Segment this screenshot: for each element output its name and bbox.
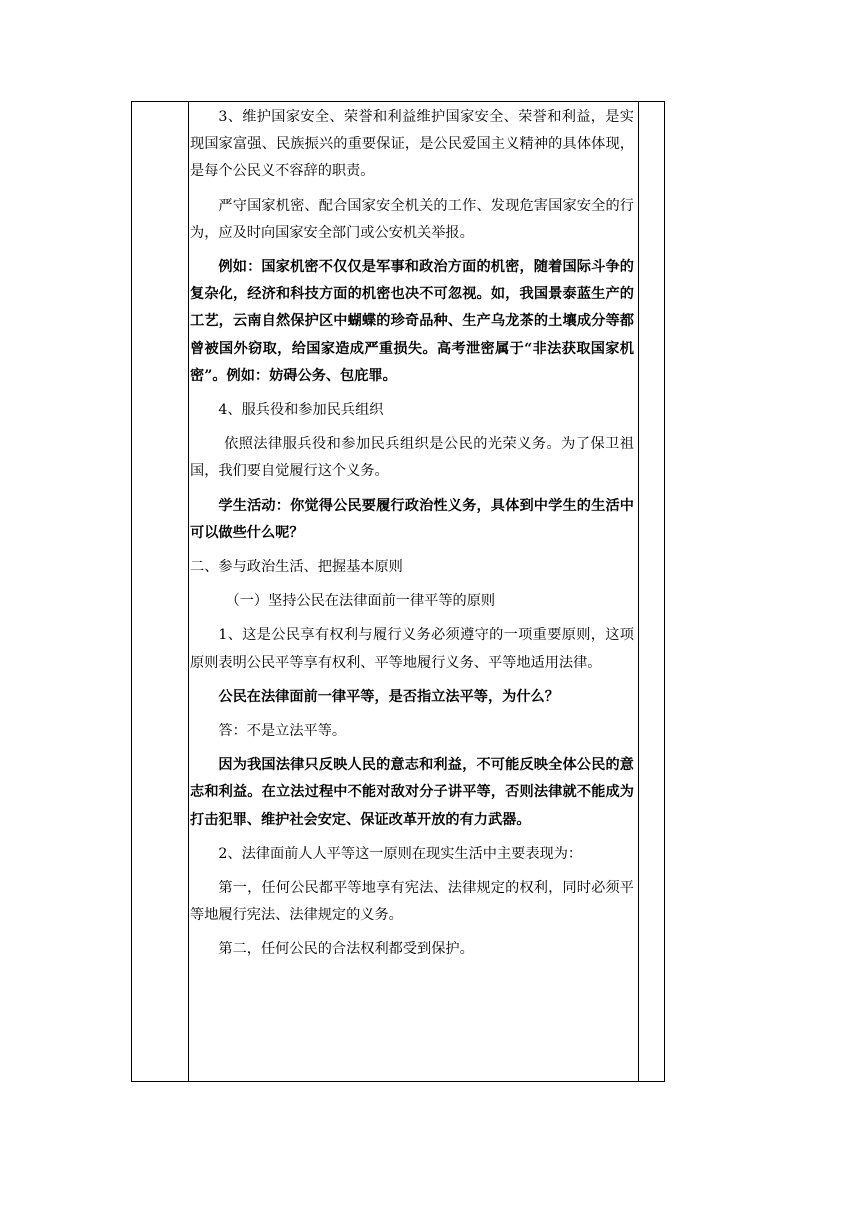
- table-column-divider-right: [638, 102, 639, 1081]
- paragraph-military-duty: 依照法律服兵役和参加民兵组织是公民的光荣义务。为了保卫祖国，我们要自觉履行这个义务。: [190, 436, 634, 480]
- lesson-content-cell: [190, 104, 634, 971]
- section-heading-principles: 二、参与政治生活、把握基本原则: [190, 559, 403, 576]
- paragraph-secret-examples: 例如：国家机密不仅仅是军事和政治方面的机密，随着国际斗争的复杂化，经济和科技方面的机密也决不可忽视。如，我国景泰蓝生产的工艺，云南自然保护区中蝴蝶的珍奇品种、生产乌龙茶的土壤成分等都曾被国外窃取，给国家造成严重损失。高考泄密属于“非法获取国家机密”。例如：妨碍公务、包庇罪。: [190, 259, 634, 384]
- answer-explanation: 因为我国法律只反映人民的意志和利益，不可能反映全体公民的意志和利益。在立法过程中不能对敌对分子讲平等，否则法律就不能成为打击犯罪、维护社会安定、保证改革开放的有力武器。: [190, 757, 634, 828]
- paragraph-point-one: 第一，任何公民都平等地享有宪法、法律规定的权利，同时必须平等地履行宪法、法律规定的义务。: [190, 880, 634, 924]
- answer-short: 答：不是立法平等。: [218, 723, 347, 740]
- paragraph-keep-secrets: 严守国家机密、配合国家安全机关的工作、发现危害国家安全的行为，应及时向国家安全部门或公安机关举报。: [190, 197, 634, 241]
- table-column-divider-left: [188, 102, 189, 1081]
- paragraph-student-activity: 学生活动：你觉得公民要履行政治性义务，具体到中学生的生活中可以做些什么呢？: [190, 497, 634, 541]
- paragraph-point-two: 第二，任何公民的合法权利都受到保护。: [218, 941, 474, 958]
- question-legislative-equality: 公民在法律面前一律平等，是否指立法平等，为什么？: [218, 688, 559, 705]
- heading-military-service: 4、服兵役和参加民兵组织: [218, 402, 384, 419]
- paragraph-equality-manifestation: 2、法律面前人人平等这一原则在现实生活中主要表现为：: [218, 845, 583, 862]
- subsection-heading-equality: （一）坚持公民在法律面前一律平等的原则: [225, 593, 496, 610]
- paragraph-national-security: 3、维护国家安全、荣誉和利益维护国家安全、荣誉和利益，是实现国家富强、民族振兴的重要保证，是公民爱国主义精神的具体体现，是每个公民义不容辞的职责。: [190, 109, 634, 180]
- paragraph-equality-principle: 1、这是公民享有权利与履行义务必须遵守的一项重要原则，这项原则表明公民平等享有权利、平等地履行义务、平等地适用法律。: [190, 627, 634, 671]
